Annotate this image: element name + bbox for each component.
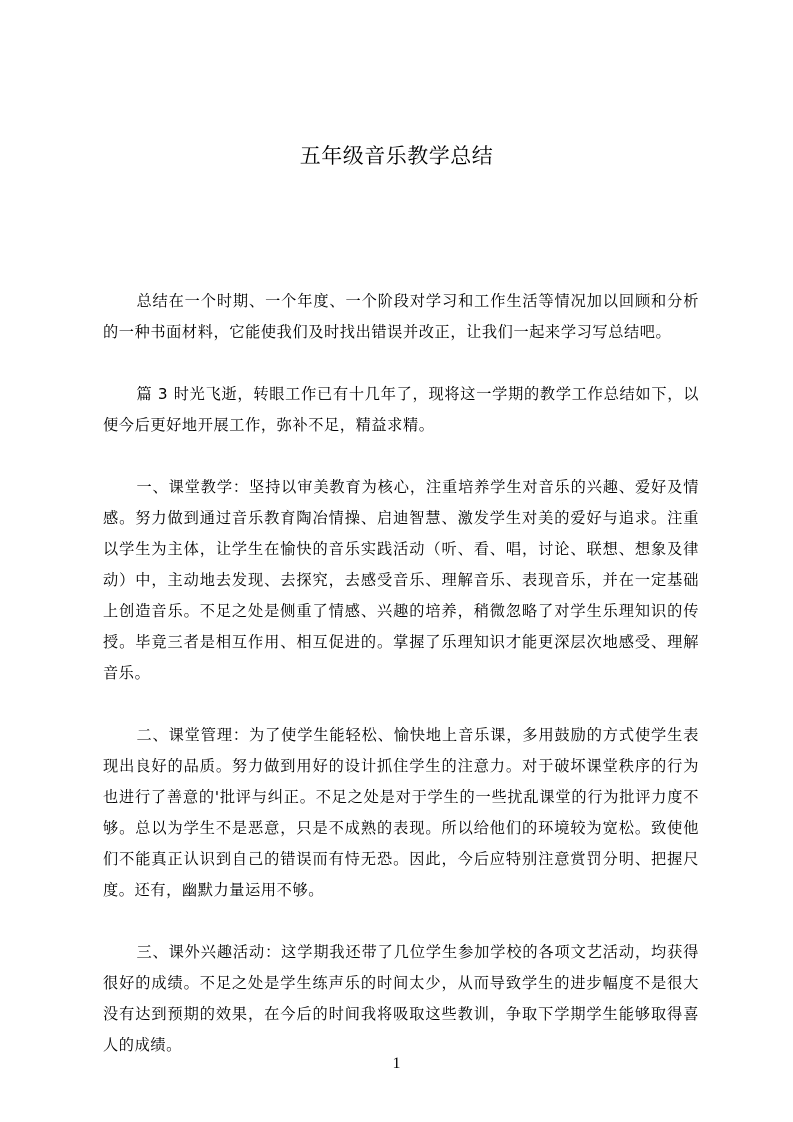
paragraph-intro: 总结在一个时期、一个年度、一个阶段对学习和工作生活等情况加以回顾和分析的一种书面材料，它能使我们及时找出错误并改正，让我们一起来学习写总结吧。	[103, 292, 699, 341]
paragraph-opening: 篇 3 时光飞逝，转眼工作已有十几年了，现将这一学期的教学工作总结如下，以便今后更好地开展工作，弥补不足，精益求精。	[103, 385, 699, 434]
paragraph-classroom-management: 二、课堂管理：为了使学生能轻松、愉快地上音乐课，多用鼓励的方式使学生表现出良好的品质。努力做到用好的设计抓住学生的注意力。对于破坏课堂秩序的行为也进行了善意的'批评与纠正。不足之处是对于学生的一些扰乱课堂的行为批评力度不够。总以为学生不是恶意，只是不成熟的表现。所以给他们的环境较为宽松。致使他们不能真正认识到自己的错误而有恃无恐。因此，今后应特别注意赏罚分明、把握尺度。还有，幽默力量运用不够。	[103, 726, 699, 899]
paragraph-classroom-teaching: 一、课堂教学：坚持以审美教育为核心，注重培养学生对音乐的兴趣、爱好及情感。努力做到通过音乐教育陶冶情操、启迪智慧、激发学生对美的爱好与追求。注重以学生为主体，让学生在愉快的音乐实践活动（听、看、唱，讨论、联想、想象及律动）中，主动地去发现、去探究，去感受音乐、理解音乐、表现音乐，并在一定基础上创造音乐。不足之处是侧重了情感、兴趣的培养，稍微忽略了对学生乐理知识的传授。毕竟三者是相互作用、相互促进的。掌握了乐理知识才能更深层次地感受、理解音乐。	[103, 478, 699, 682]
paragraph-extracurricular: 三、课外兴趣活动：这学期我还带了几位学生参加学校的各项文艺活动，均获得很好的成绩。不足之处是学生练声乐的时间太少，从而导致学生的进步幅度不是很大没有达到预期的效果，在今后的时间我将吸取这些教训，争取下学期学生能够取得喜人的成绩。	[103, 943, 699, 1054]
document-body	[103, 286, 699, 1092]
page-title: 五年级音乐教学总结	[299, 144, 494, 168]
page-number: 1	[392, 1055, 401, 1072]
